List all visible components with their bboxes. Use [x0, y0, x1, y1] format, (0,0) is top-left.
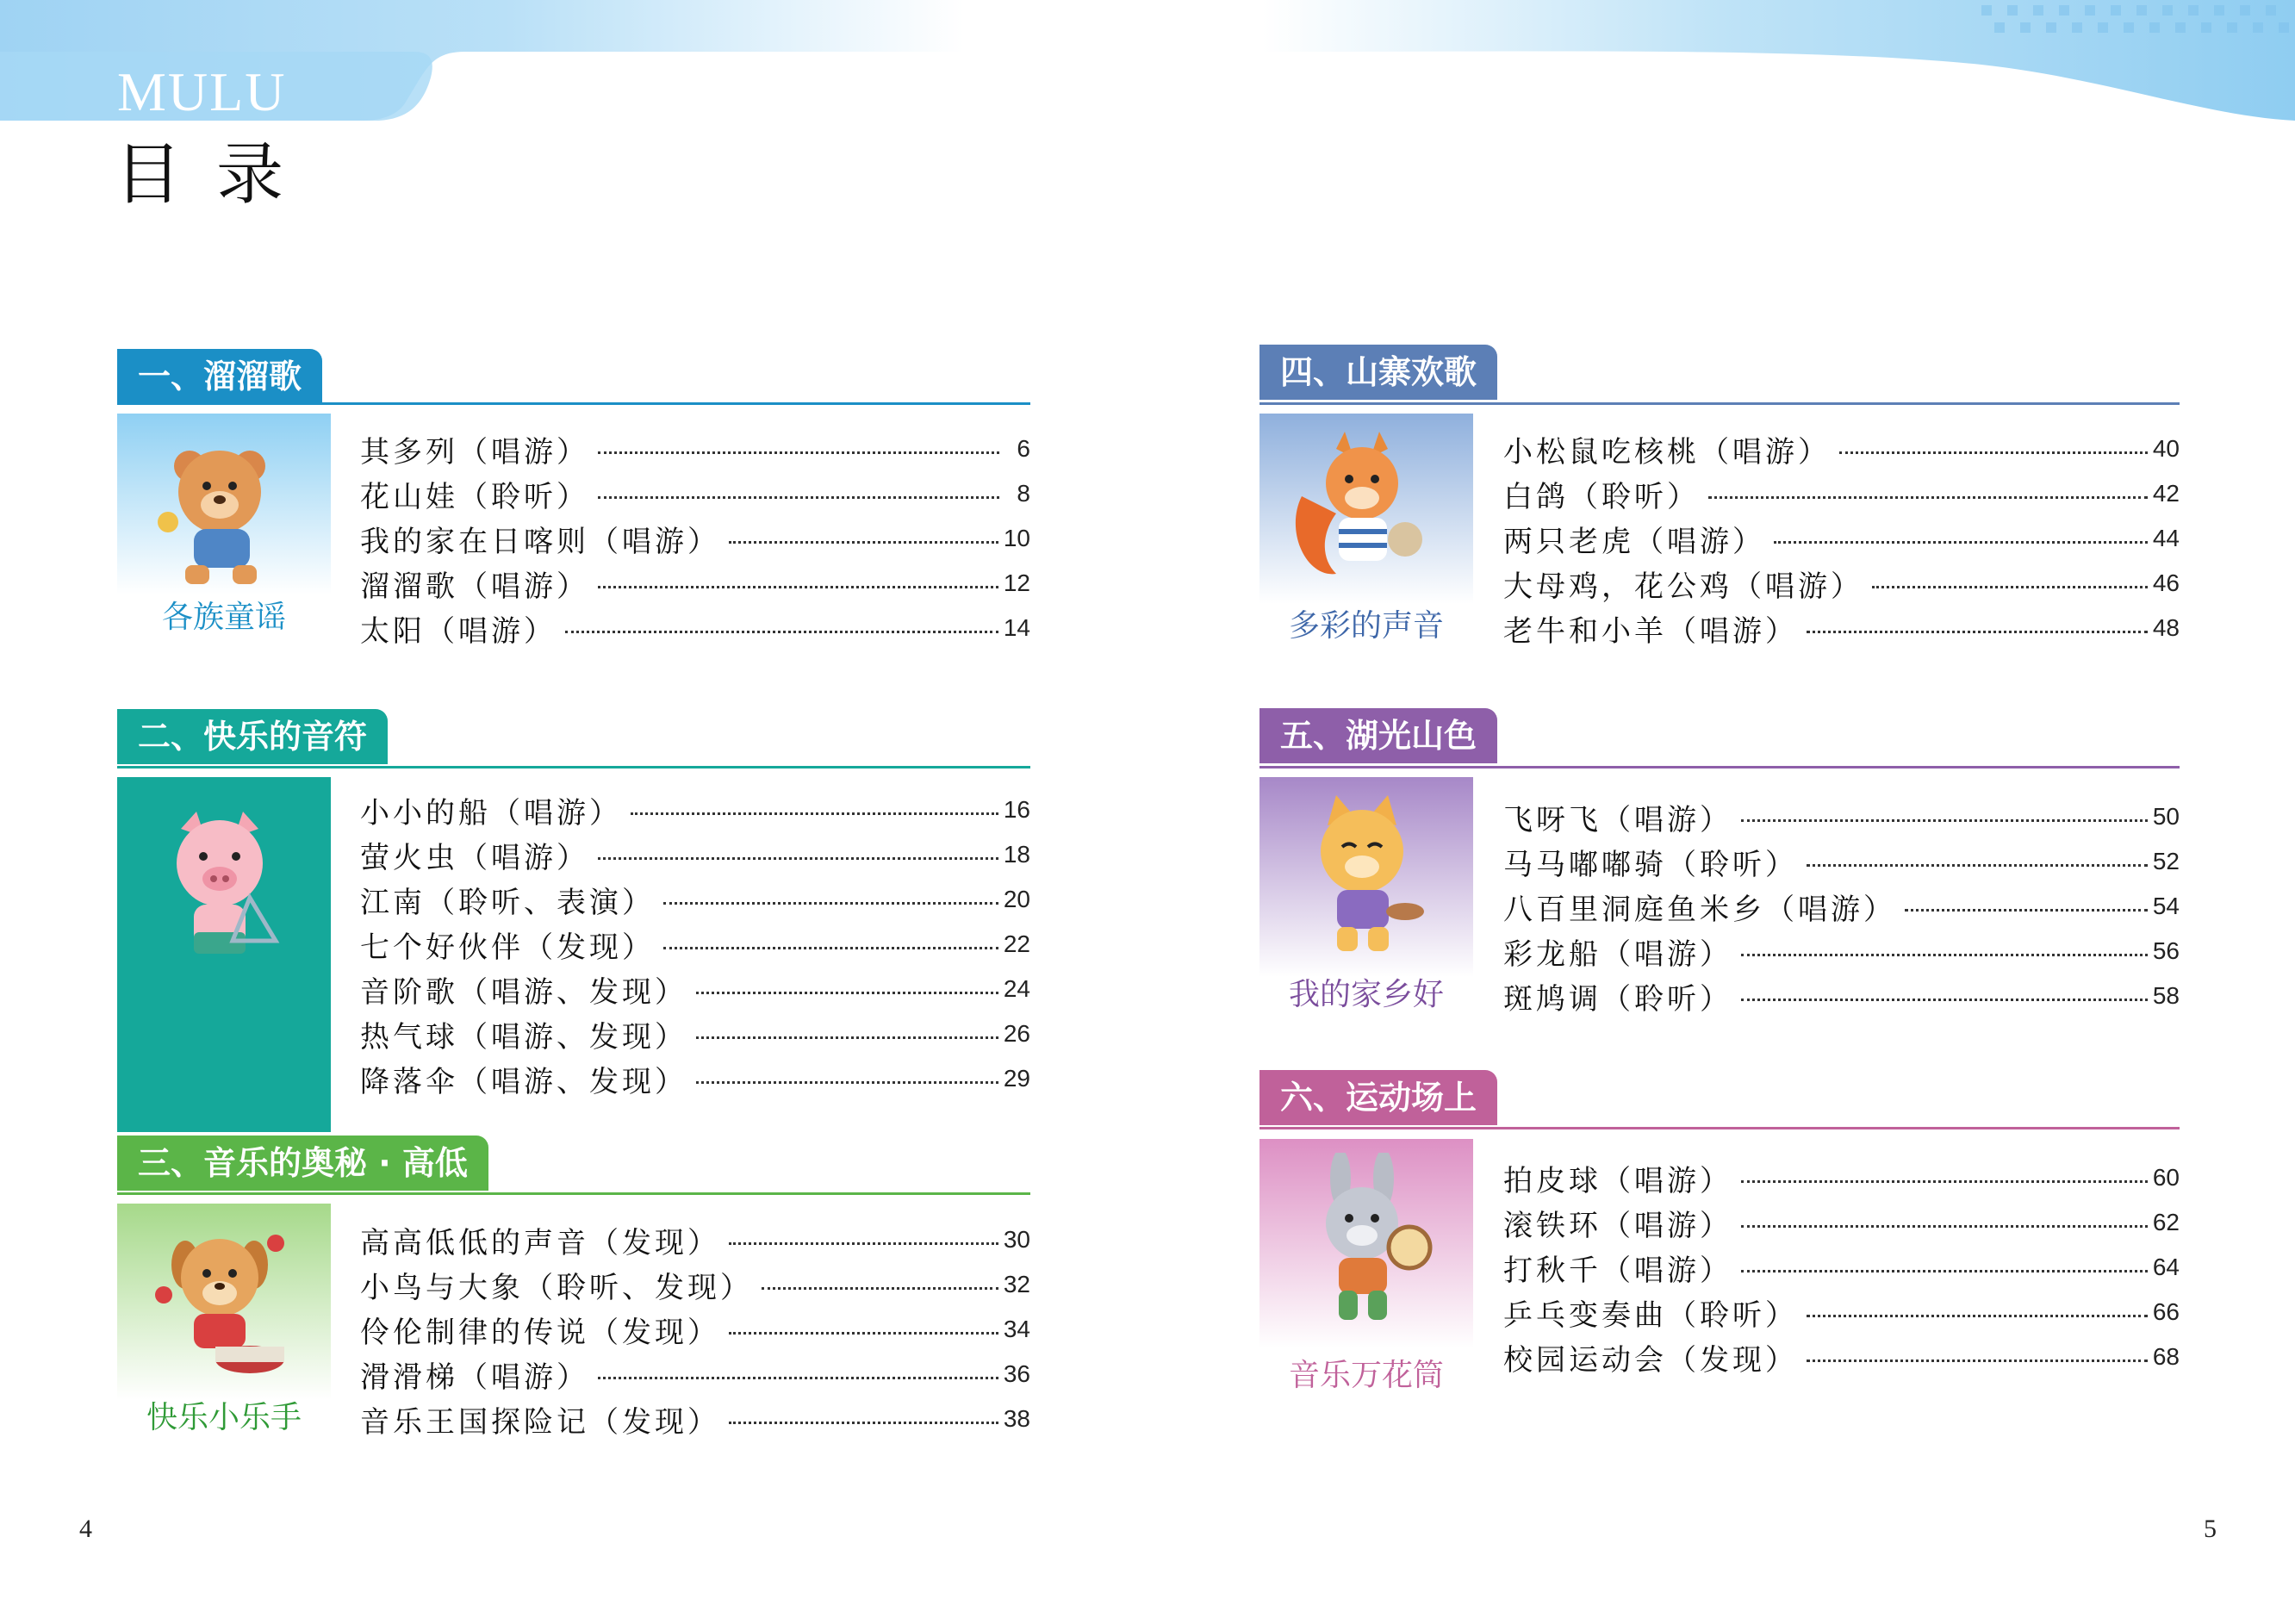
entry-page: 46 — [2152, 569, 2180, 596]
entry-title: 校园运动会（发现） — [1503, 1342, 1798, 1378]
section-caption-1: 各族童谣 — [161, 600, 286, 635]
toc-entry[interactable] — [1503, 974, 2180, 1018]
section-divider-6 — [1259, 1127, 2180, 1129]
entry-title: 打秋千（唱游） — [1503, 1253, 1732, 1288]
toc-entry[interactable] — [360, 426, 1030, 471]
cat-icon — [1289, 791, 1444, 963]
toc-entry[interactable] — [1503, 516, 2180, 561]
entry-page: 32 — [1003, 1271, 1030, 1297]
section-caption-6: 音乐万花筒 — [1288, 1358, 1444, 1393]
entry-page: 6 — [1017, 435, 1030, 462]
entry-page: 16 — [1003, 796, 1030, 823]
right-page-number: 5 — [2204, 1515, 2217, 1543]
toc-entry[interactable] — [360, 1397, 1030, 1441]
entry-page: 12 — [1003, 569, 1030, 596]
entry-page: 14 — [1003, 614, 1030, 641]
entry-page: 10 — [1003, 525, 1030, 551]
section-divider-5 — [1259, 766, 2180, 768]
entry-page: 52 — [2152, 848, 2180, 874]
section-image-1 — [117, 414, 331, 655]
toc-entry[interactable] — [360, 516, 1030, 561]
entry-title: 我的家在日喀则（唱游） — [360, 524, 720, 559]
entry-title: 老牛和小羊（唱游） — [1503, 613, 1798, 649]
mulu-label: MULU — [117, 61, 287, 122]
toc-entry[interactable] — [1503, 1290, 2180, 1335]
entry-title: 太阳（唱游） — [360, 613, 557, 649]
entry-title: 两只老虎（唱游） — [1503, 524, 1765, 559]
entry-page: 58 — [2152, 982, 2180, 1009]
entry-title: 高高低低的声音（发现） — [360, 1225, 720, 1260]
toc-entry[interactable] — [360, 471, 1030, 516]
section-heading-3: 三、音乐的奥秘 · 高低 — [117, 1136, 488, 1191]
entry-page: 48 — [2152, 614, 2180, 641]
section-heading-4: 四、山寨欢歌 — [1259, 345, 1497, 400]
entry-title: 大母鸡，花公鸡（唱游） — [1503, 569, 1863, 604]
toc-entry[interactable] — [1503, 1245, 2180, 1290]
toc-entry[interactable] — [360, 967, 1030, 1011]
toc-entry[interactable] — [1503, 606, 2180, 650]
bear-icon — [146, 427, 302, 591]
section-heading-5: 五、湖光山色 — [1259, 708, 1497, 763]
toc-entry[interactable] — [1503, 1335, 2180, 1379]
entry-page: 29 — [1003, 1065, 1030, 1092]
toc-entry[interactable] — [360, 561, 1030, 606]
toc-entry[interactable] — [1503, 884, 2180, 929]
entry-page: 40 — [2152, 435, 2180, 462]
page-title: 目录 — [115, 136, 319, 214]
section-image-2 — [117, 777, 331, 1132]
toc-entry[interactable] — [1503, 929, 2180, 974]
section-heading-1: 一、溜溜歌 — [117, 349, 322, 404]
entry-title: 降落伞（唱游、发现） — [360, 1064, 687, 1099]
entry-title: 拍皮球（唱游） — [1503, 1163, 1732, 1198]
entry-page: 38 — [1003, 1405, 1030, 1432]
entry-title: 小松鼠吃核桃（唱游） — [1503, 434, 1831, 470]
entry-page: 62 — [2152, 1209, 2180, 1235]
entry-page: 56 — [2152, 937, 2180, 964]
toc-entry[interactable] — [360, 606, 1030, 650]
section-heading-2: 二、快乐的音符 — [117, 709, 388, 764]
toc-entry[interactable] — [360, 832, 1030, 877]
entry-title: 花山娃（聆听） — [360, 479, 589, 514]
dog-icon — [146, 1217, 302, 1381]
entry-page: 50 — [2152, 803, 2180, 830]
entry-page: 22 — [1003, 930, 1030, 957]
toc-entry[interactable] — [360, 1217, 1030, 1262]
entry-page: 42 — [2152, 480, 2180, 507]
toc-entry[interactable] — [360, 1011, 1030, 1056]
entry-title: 音阶歌（唱游、发现） — [360, 974, 687, 1010]
section-heading-6: 六、运动场上 — [1259, 1070, 1497, 1125]
toc-entry[interactable] — [360, 922, 1030, 967]
section-image-6 — [1259, 1139, 1473, 1394]
entry-title: 热气球（唱游、发现） — [360, 1019, 687, 1055]
toc-entry[interactable] — [360, 1056, 1030, 1101]
toc-entry[interactable] — [1503, 1155, 2180, 1200]
entry-title: 溜溜歌（唱游） — [360, 569, 589, 604]
squirrel-icon — [1289, 427, 1444, 591]
entry-title: 小小的船（唱游） — [360, 795, 622, 831]
entry-page: 30 — [1003, 1226, 1030, 1253]
entry-page: 24 — [1003, 975, 1030, 1002]
toc-entry[interactable] — [360, 877, 1030, 922]
toc-entry[interactable] — [360, 787, 1030, 832]
header-wave-decoration — [0, 0, 2295, 121]
toc-entry[interactable] — [1503, 426, 2180, 471]
section-caption-4: 多彩的声音 — [1288, 608, 1444, 644]
entry-page: 26 — [1003, 1020, 1030, 1047]
entry-page: 8 — [1017, 480, 1030, 507]
toc-entry[interactable] — [360, 1352, 1030, 1397]
section-caption-3: 快乐小乐手 — [146, 1400, 302, 1435]
entry-page: 66 — [2152, 1298, 2180, 1325]
rabbit-icon — [1289, 1153, 1444, 1334]
toc-entry[interactable] — [1503, 794, 2180, 839]
toc-entry[interactable] — [360, 1262, 1030, 1307]
entry-title: 白鸽（聆听） — [1503, 479, 1700, 514]
section-caption-5: 我的家乡好 — [1288, 977, 1444, 1012]
entry-page: 54 — [2152, 893, 2180, 919]
entry-title: 七个好伙伴（发现） — [360, 930, 655, 965]
entry-title: 八百里洞庭鱼米乡（唱游） — [1503, 892, 1896, 927]
toc-entry[interactable] — [1503, 839, 2180, 884]
entry-page: 36 — [1003, 1360, 1030, 1387]
section-image-5 — [1259, 777, 1473, 1027]
toc-entry[interactable] — [1503, 471, 2180, 516]
entry-title: 乒乓变奏曲（聆听） — [1503, 1297, 1798, 1333]
entry-title: 滑滑梯（唱游） — [360, 1360, 589, 1395]
entry-title: 马马嘟嘟骑（聆听） — [1503, 847, 1798, 882]
entry-title: 斑鸠调（聆听） — [1503, 981, 1732, 1017]
section-image-3 — [117, 1204, 331, 1455]
pig-icon — [146, 803, 302, 984]
section-divider-4 — [1259, 402, 2180, 405]
section-divider-3 — [117, 1192, 1030, 1195]
entry-title: 萤火虫（唱游） — [360, 840, 589, 875]
section-divider-2 — [117, 766, 1030, 768]
entry-page: 68 — [2152, 1343, 2180, 1370]
entry-title: 彩龙船（唱游） — [1503, 936, 1732, 972]
entry-page: 60 — [2152, 1164, 2180, 1191]
toc-entry[interactable] — [1503, 561, 2180, 606]
entry-page: 18 — [1003, 841, 1030, 868]
entry-page: 34 — [1003, 1316, 1030, 1342]
entry-title: 滚铁环（唱游） — [1503, 1208, 1732, 1243]
section-divider-1 — [117, 402, 1030, 405]
entry-page: 64 — [2152, 1254, 2180, 1280]
section-image-4 — [1259, 414, 1473, 651]
entry-page: 20 — [1003, 886, 1030, 912]
toc-entry[interactable] — [1503, 1200, 2180, 1245]
entry-title: 飞呀飞（唱游） — [1503, 802, 1732, 837]
toc-entry[interactable] — [360, 1307, 1030, 1352]
entry-page: 44 — [2152, 525, 2180, 551]
entry-title: 音乐王国探险记（发现） — [360, 1404, 720, 1440]
entry-title: 江南（聆听、表演） — [360, 885, 655, 920]
left-page-number: 4 — [79, 1515, 92, 1543]
entry-title: 伶伦制律的传说（发现） — [360, 1315, 720, 1350]
entry-title: 小鸟与大象（聆听、发现） — [360, 1270, 753, 1305]
entry-title: 其多列（唱游） — [360, 434, 589, 470]
